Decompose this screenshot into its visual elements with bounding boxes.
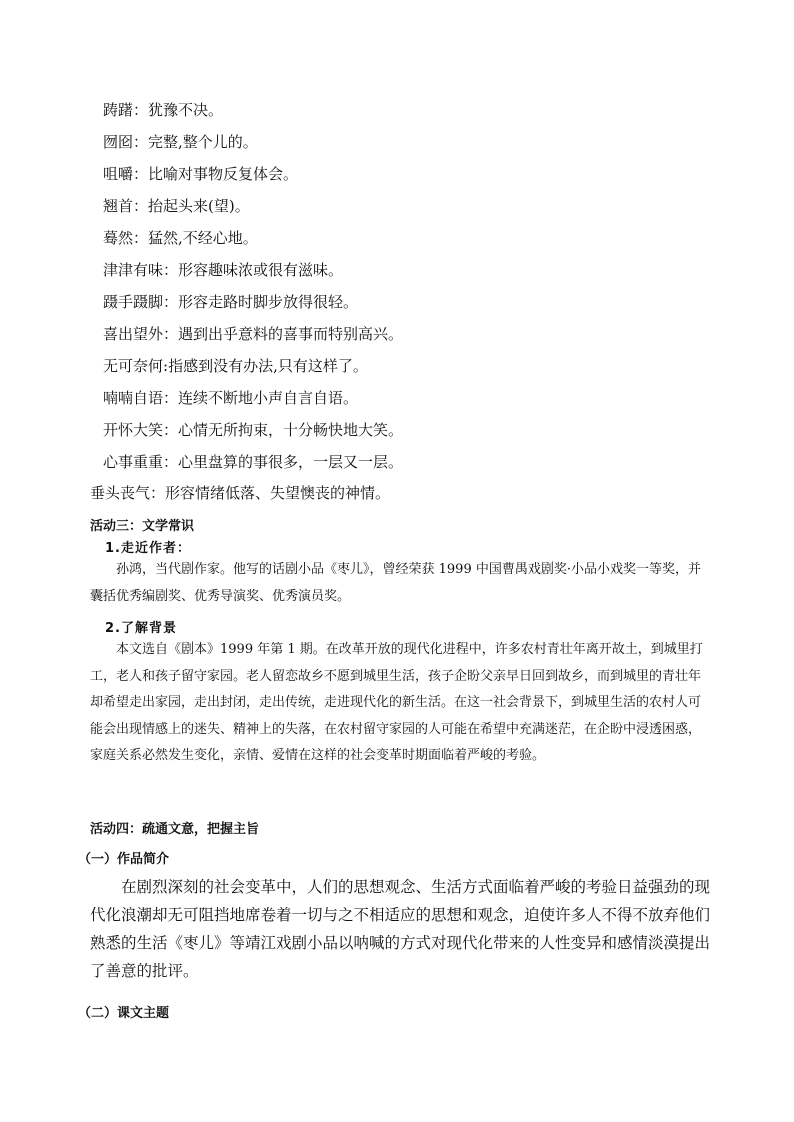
vocab-item [103,291,358,312]
background-section-title: 2.了解背景 [105,621,177,636]
vocab-term: 垂头丧气： [90,484,166,502]
activity3-title: 活动三：文学常识 [90,519,195,534]
vocab-term: 心事重重： [103,453,179,471]
vocab-term: 囫囵： [103,133,149,151]
vocab-definition: 抬起头来(望)。 [148,197,250,215]
vocab-term: 蹑手蹑脚： [103,293,179,311]
vocab-item [103,259,343,280]
vocab-definition: 心里盘算的事很多，一层又一层。 [178,453,404,471]
background-paragraph: 本文选自《剧本》1999 年第 1 期。在改革开放的现代化进程中，许多农村青壮年离开故土，到城里打工，老人和孩子留守家园。老人留恋故乡不愿到城里生活，孩子企盼父亲早日回到故乡，而到城里的青壮年却希望走出家园，走出封闭，走出传统，走进现代化的新生活。在这一社会背景下，到城里生活的农村人可能会出现情感上的迷失、精神上的失落，在农村留守家园的人可能在希望中充满迷茫，在企盼中浸透困惑，家庭关系必然发生变化，亲情、爱情在这样的社会变革时期面临着严峻的考验。 [90,642,703,763]
vocab-term: 津津有味： [103,261,179,279]
vocab-item [103,419,403,440]
vocab-definition: 形容趣味浓或很有滋味。 [178,261,344,279]
vocab-definition: 连续不断地小声自言自语。 [178,389,359,407]
vocab-definition: 形容走路时脚步放得很轻。 [178,293,359,311]
vocab-term: 喃喃自语： [103,389,179,407]
vocab-item [103,195,250,216]
vocab-term: 踌躇： [103,101,149,119]
vocab-item [103,163,298,184]
intro-section-title: （一）作品简介 [78,852,170,867]
vocab-definition: 完整,整个儿的。 [148,133,258,151]
vocab-item [103,99,223,120]
vocab-term: 开怀大笑： [103,421,179,439]
vocab-item [103,227,258,248]
activity4-title: 活动四：疏通文意，把握主旨 [90,822,260,837]
vocab-item [103,131,258,152]
vocab-item [103,323,403,344]
vocab-term: 蓦然： [103,229,149,247]
vocab-term: 喜出望外： [103,325,179,343]
vocab-definition: 心情无所拘束，十分畅快地大笑。 [178,421,404,439]
vocab-item [103,387,358,408]
vocab-definition: 遇到出乎意料的喜事而特别高兴。 [178,325,404,343]
vocab-definition: 指感到没有办法,只有这样了。 [168,357,368,375]
vocab-item [90,482,390,503]
vocab-item [103,355,368,376]
vocab-definition: 猛然,不经心地。 [148,229,258,247]
vocab-term: 翘首： [103,197,149,215]
vocab-term: 无可奈何: [103,357,169,375]
author-section-title: 1.走近作者： [105,541,191,556]
author-paragraph: 孙鸿，当代剧作家。他写的话剧小品《枣儿》，曾经荣获 1999 中国曹禺戏剧奖·小品小戏奖一等奖，并囊括优秀编剧奖、优秀导演奖、优秀演员奖。 [90,562,701,604]
vocab-term: 咀嚼： [103,165,149,183]
theme-section-title: （二）课文主题 [78,1006,170,1021]
intro-paragraph: 在剧烈深刻的社会变革中，人们的思想观念、生活方式面临着严峻的考验日益强劲的现代化浪潮却无可阻挡地席卷着一切与之不相适应的思想和观念，迫使许多人不得不放弃他们熟悉的生活《枣儿》等靖江戏剧小品以呐喊的方式对现代化带来的人性变异和感情淡漠提出了善意的批评。 [90,878,711,980]
vocab-definition: 比喻对事物反复体会。 [148,165,299,183]
vocab-definition: 形容情绪低落、失望懊丧的神情。 [165,484,391,502]
vocab-item [103,451,403,472]
vocab-definition: 犹豫不决。 [148,101,224,119]
